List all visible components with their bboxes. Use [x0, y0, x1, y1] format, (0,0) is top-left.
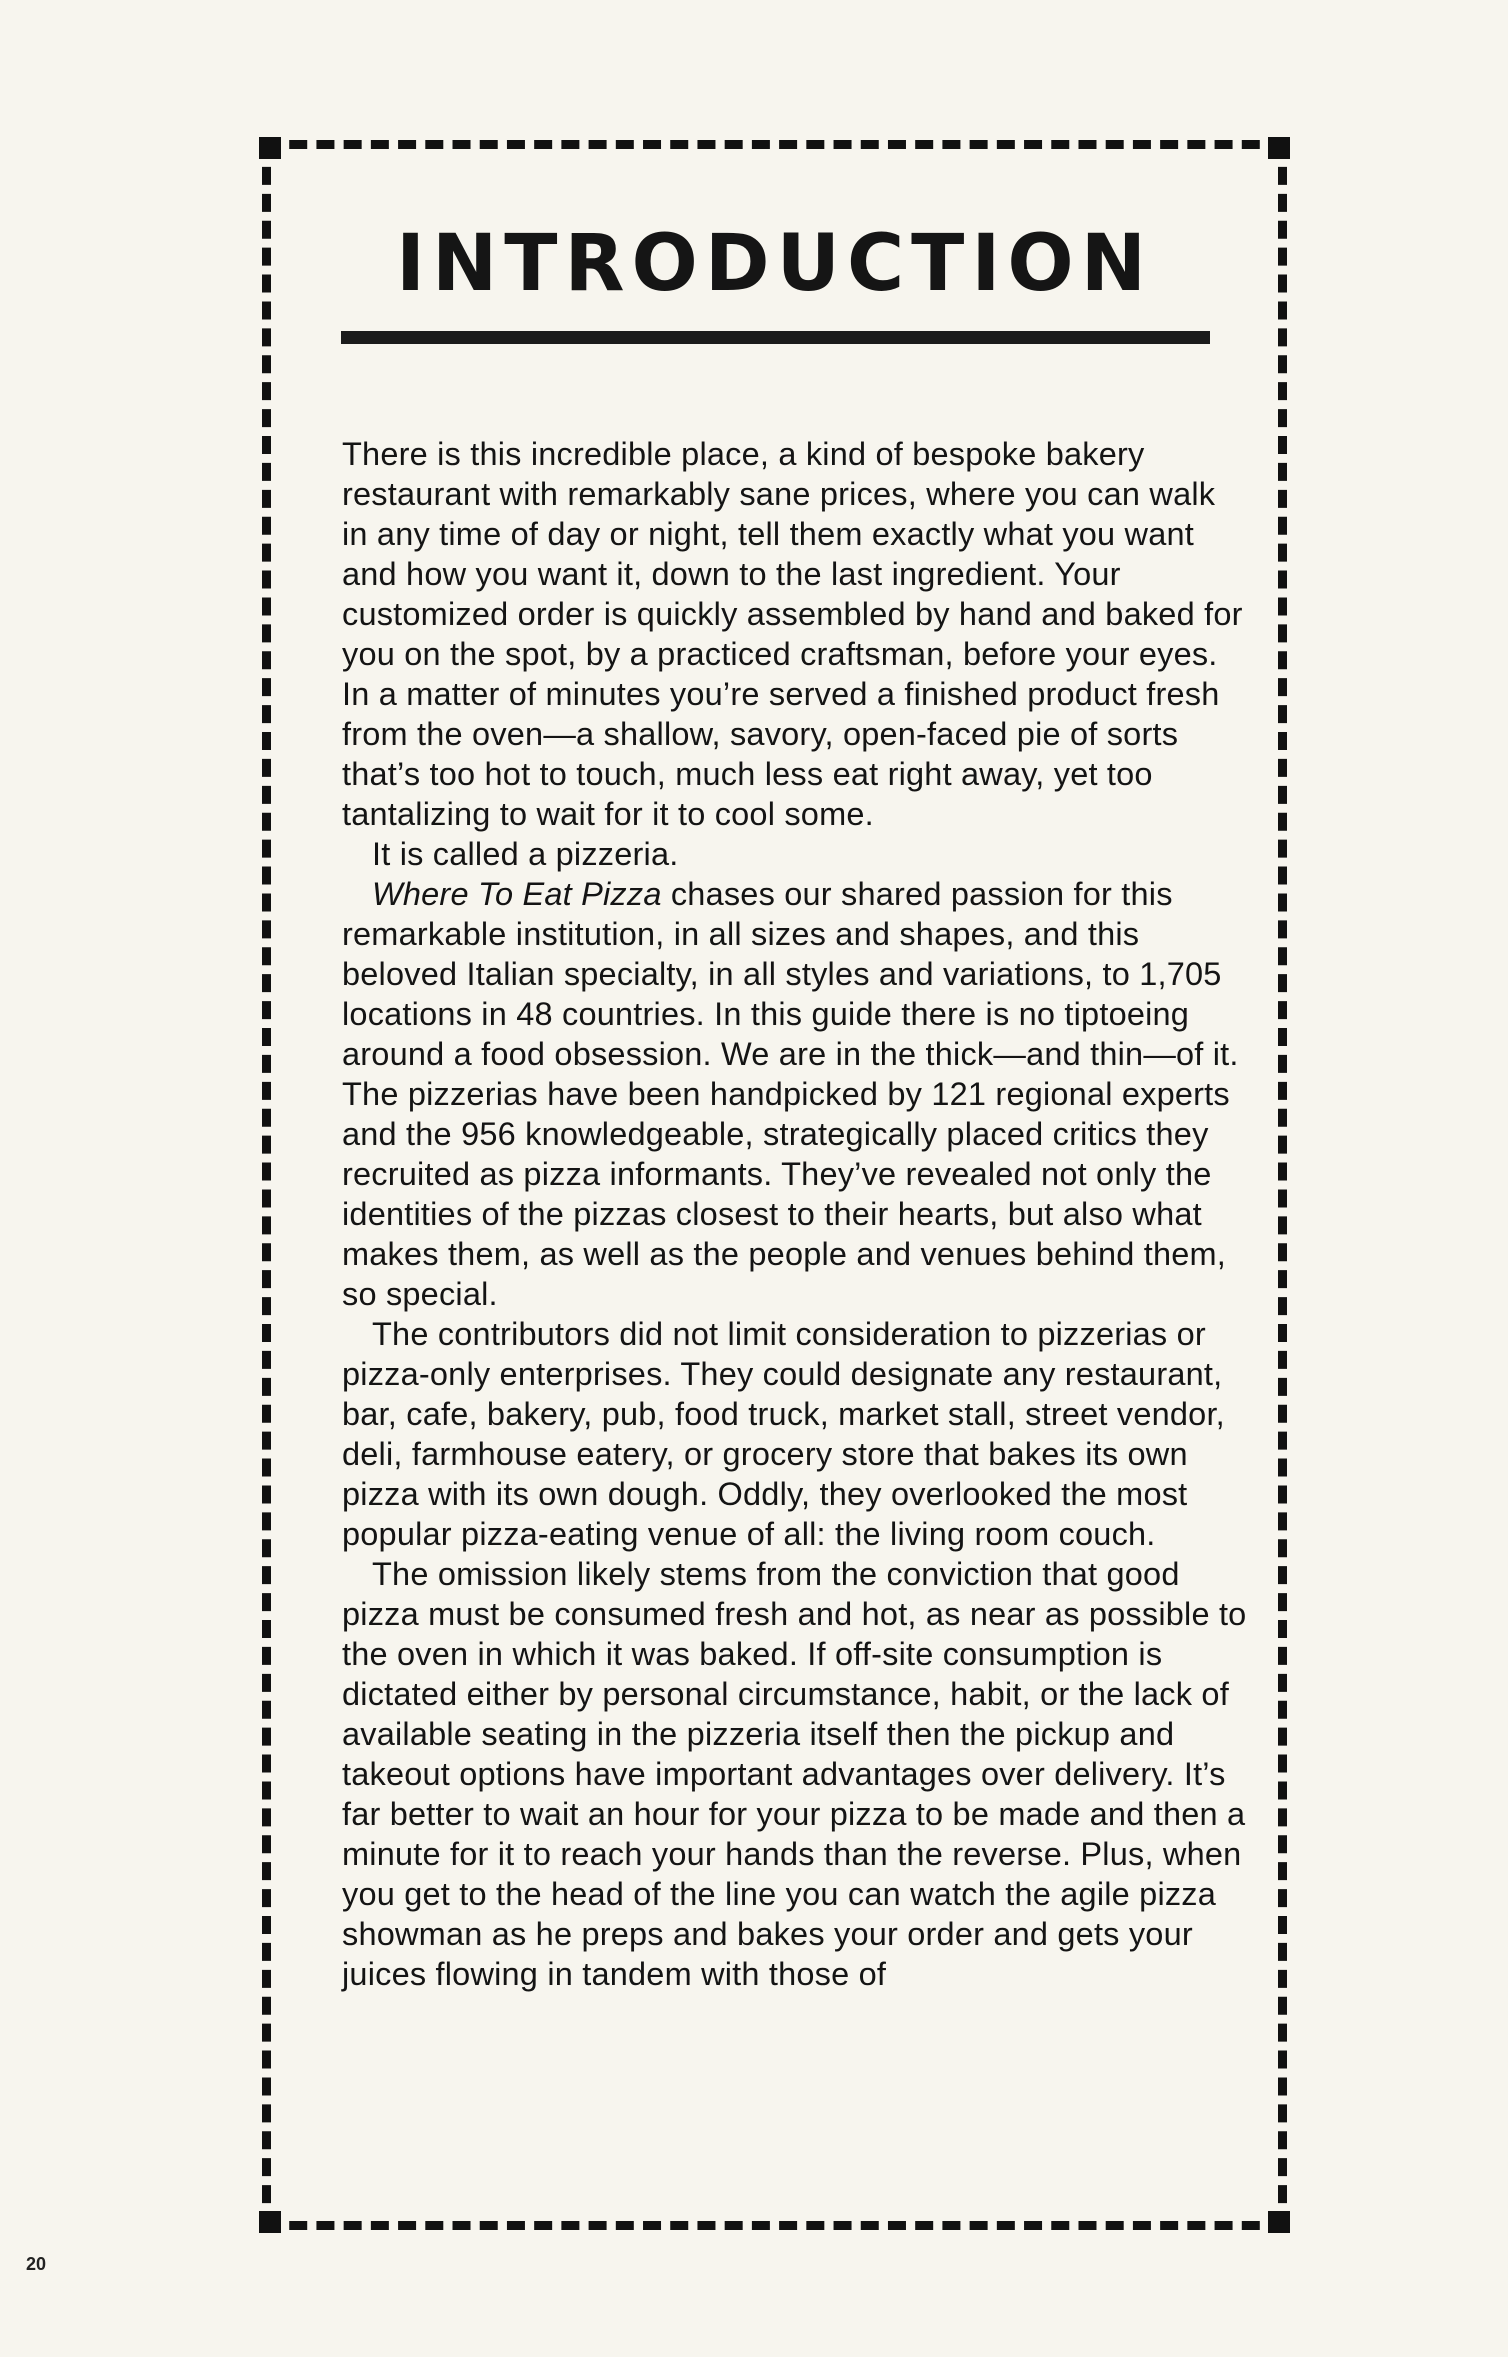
- corner-mark: [259, 137, 281, 159]
- paragraph: It is called a pizzeria.: [372, 836, 679, 872]
- article-body: [342, 434, 1247, 1994]
- page-title: INTRODUCTION: [395, 219, 1154, 309]
- page-number: 20: [26, 2254, 47, 2274]
- title-underline-rule: [341, 331, 1210, 344]
- corner-mark: [1268, 137, 1290, 159]
- dashed-border-frame: [262, 140, 1287, 2230]
- corner-mark: [259, 2211, 281, 2233]
- paragraph: [342, 874, 1247, 1314]
- paragraph: The contributors did not limit consideration to pizzerias or pizza-only enterprises. They could designate any restaurant, bar, cafe, bakery, pub, food truck, market stall, street vendor, deli, farmhouse eatery, or grocery store that bakes its own pizza with its own dough. Oddly, they overlooked the most popular pizza-eating venue of all: the living room couch.: [342, 1316, 1225, 1552]
- paragraph: The omission likely stems from the conviction that good pizza must be consumed fresh and hot, as near as possible to the oven in which it was baked. If off-site consumption is dictated either by personal circumstance, habit, or the lack of available seating in the pizzeria itself then the pickup and takeout options have important advantages over delivery. It’s far better to wait an hour for your pizza to be made and then a minute for it to reach your hands than the reverse. Plus, when you get to the head of the line you can watch the agile pizza showman as he preps and bakes your order and gets your juices flowing in tandem with those of: [342, 1556, 1247, 1992]
- paragraph-text: chases our shared passion for this remarkable institution, in all sizes and shapes, and this beloved Italian specialty, in all styles and variations, to 1,705 locations in 48 countries. In this guide there is no tiptoeing around a food obsession. We are in the thick—and thin—of it. The pizzerias have been handpicked by 121 regional experts and the 956 knowledgeable, strategically placed critics they recruited as pizza informants. They’ve revealed not only the identities of the pizzas closest to their hearts, but also what makes them, as well as the people and venues behind them, so special.: [342, 876, 1239, 1312]
- book-title-italic: Where To Eat Pizza: [372, 876, 662, 912]
- paragraph: There is this incredible place, a kind of bespoke bakery restaurant with remarkably sane prices, where you can walk in any time of day or night, tell them exactly what you want and how you want it, down to the last ingredient. Your customized order is quickly assembled by hand and baked for you on the spot, by a practiced craftsman, before your eyes. In a matter of minutes you’re served a finished product fresh from the oven—a shallow, savory, open-faced pie of sorts that’s too hot to touch, much less eat right away, yet too tantalizing to wait for it to cool some.: [342, 436, 1243, 832]
- corner-mark: [1268, 2211, 1290, 2233]
